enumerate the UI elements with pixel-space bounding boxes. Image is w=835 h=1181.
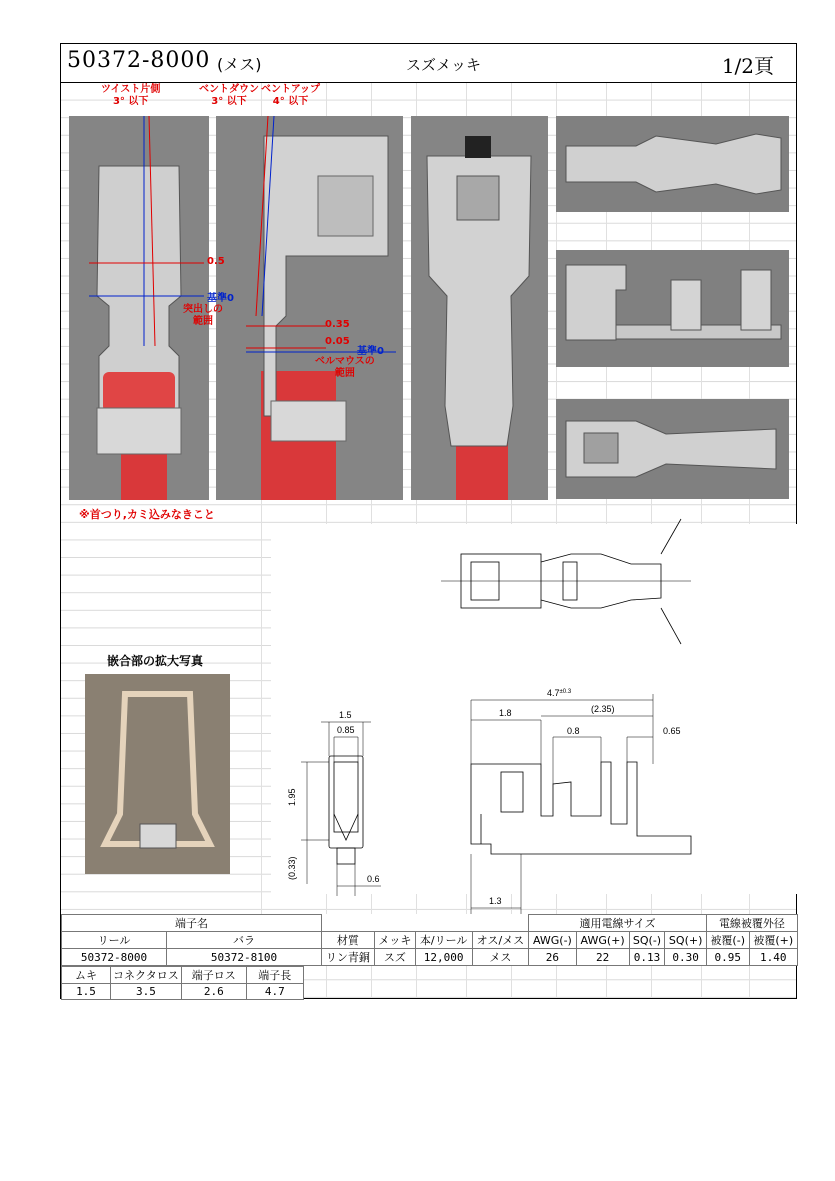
label-base-0-b: 基準0 [357, 346, 384, 357]
title-bar [61, 44, 796, 83]
value-sq-min: 0.13 [629, 949, 665, 966]
label-bend-down: ベントダウン 3° 以下 [199, 84, 259, 107]
enlarged-photo-title: 嵌合部の拡大写真 [107, 654, 204, 668]
dim-h195: 1.95 [287, 788, 297, 806]
spec-sheet [60, 43, 797, 999]
value-loose: 50372-8100 [167, 949, 322, 966]
strip-header-row [62, 967, 304, 984]
value-gender: メス [472, 949, 529, 966]
photo-side-view [216, 116, 403, 500]
value-terminal-length: 4.7 [246, 984, 303, 1000]
value-awg-min: 26 [529, 949, 576, 966]
header-per-reel: 本/リール [415, 932, 472, 949]
dim-w085: 0.85 [337, 725, 355, 735]
value-cover-min: 0.95 [706, 949, 749, 966]
header-reel: リール [62, 932, 167, 949]
dim-w06: 0.6 [367, 874, 380, 884]
value-material: リン青銅 [322, 949, 375, 966]
dim-d08: 0.8 [567, 726, 580, 736]
header-sq-max: SQ(+) [665, 932, 706, 949]
strip-value-row [62, 984, 304, 1000]
quality-note: ※首つり,カミ込みなきこと [79, 508, 215, 521]
strip-length-table [61, 966, 304, 1000]
header-sq-min: SQ(-) [629, 932, 665, 949]
header-connector-loss: コネクタロス [111, 967, 182, 984]
spec-table [61, 914, 798, 966]
header-terminal-loss: 端子ロス [181, 967, 246, 984]
dim-d13: 1.3 [489, 896, 502, 906]
header-loose: バラ [167, 932, 322, 949]
value-plating: スズ [374, 949, 415, 966]
header-plating: メッキ [374, 932, 415, 949]
label-base-0-a: 基準0 [207, 293, 234, 304]
label-dim-0-35: 0.35 [325, 319, 350, 330]
label-bellmouth-range: ベルマウスの 範囲 [315, 356, 375, 379]
value-terminal-loss: 2.6 [181, 984, 246, 1000]
photo-side-right [556, 250, 789, 367]
header-terminal-length: 端子長 [246, 967, 303, 984]
spec-header-row [62, 932, 798, 949]
label-dim-0-05: 0.05 [325, 336, 350, 347]
dim-w15: 1.5 [339, 710, 352, 720]
part-kind: (メス) [217, 55, 262, 74]
photo-bottom-right [556, 399, 789, 499]
header-strip: ムキ [62, 967, 111, 984]
dim-overall-value: 4.7 [547, 688, 560, 698]
page-number: 1/2頁 [721, 54, 774, 78]
header-material: 材質 [322, 932, 375, 949]
value-awg-max: 22 [576, 949, 629, 966]
dim-overall-tolerance: ±0.3 [559, 689, 572, 695]
value-connector-loss: 3.5 [111, 984, 182, 1000]
photo-mating-enlarged [85, 674, 230, 874]
label-dim-0-5: 0.5 [207, 256, 225, 267]
value-per-reel: 12,000 [415, 949, 472, 966]
label-protrusion-range: 突出しの 範囲 [183, 304, 223, 327]
header-awg-min: AWG(-) [529, 932, 576, 949]
technical-drawing [271, 524, 798, 906]
photo-top-right [556, 116, 789, 212]
group-terminal-name: 端子名 [62, 915, 322, 932]
dim-d065: 0.65 [663, 726, 681, 736]
label-twist: ツイスト片側 3° 以下 [101, 84, 161, 107]
header-cover-max: 被覆(+) [749, 932, 797, 949]
value-reel: 50372-8000 [62, 949, 167, 966]
dim-d235: (2.35) [591, 704, 615, 714]
dim-h033: (0.33) [287, 856, 297, 880]
header-awg-max: AWG(+) [576, 932, 629, 949]
group-cover-diameter: 電線被覆外径 [706, 915, 797, 932]
header-gender: オス/メス [472, 932, 529, 949]
plating-title: スズメッキ [406, 56, 482, 74]
value-cover-max: 1.40 [749, 949, 797, 966]
dim-d18: 1.8 [499, 708, 512, 718]
group-wire-size: 適用電線サイズ [529, 915, 707, 932]
value-strip: 1.5 [62, 984, 111, 1000]
header-cover-min: 被覆(-) [706, 932, 749, 949]
part-number: 50372-8000 [67, 48, 211, 73]
value-sq-max: 0.30 [665, 949, 706, 966]
photo-bottom-view [411, 116, 548, 500]
spec-value-row [62, 949, 798, 966]
dim-overall [547, 688, 572, 698]
label-bend-up: ベントアップ 4° 以下 [261, 84, 320, 107]
